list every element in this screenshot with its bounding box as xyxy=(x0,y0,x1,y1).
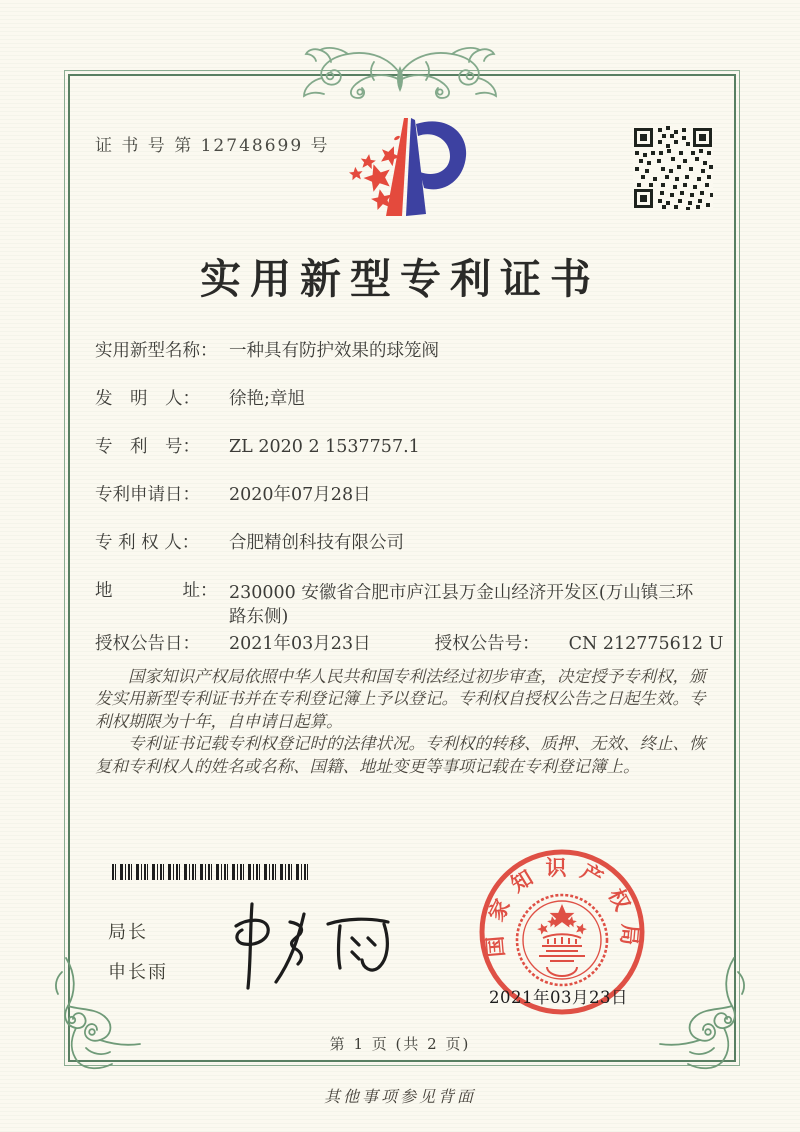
legal-text xyxy=(95,666,709,778)
field-inventors xyxy=(95,389,735,410)
field-value: 一种具有防护效果的球笼阀 xyxy=(229,341,439,361)
certificate-number: 证 书 号 第 12748699 号 xyxy=(95,136,330,156)
signer-role: 局长 xyxy=(108,922,148,943)
field-filing-date xyxy=(95,485,735,506)
field-patent-number xyxy=(95,437,735,458)
cnipa-logo xyxy=(342,112,472,224)
certificate-fields xyxy=(95,341,735,682)
field-address xyxy=(95,581,735,629)
field-grant-number xyxy=(435,634,724,655)
field-patentee xyxy=(95,533,735,554)
legal-paragraph-2: 专利证书记载专利权登记时的法律状况。专利权的转移、质押、无效、终止、恢复和专利权人的姓名或名称、国籍、地址变更等事项记载在专利登记簿上。 xyxy=(95,734,706,776)
field-label: 专 利 号： xyxy=(95,437,200,457)
field-grant-date xyxy=(95,634,371,655)
field-utility-model-name xyxy=(95,341,735,362)
legal-paragraph-1: 国家知识产权局依照中华人民共和国专利法经过初步审查，决定授予专利权，颁发实用新型专利证书并在专利登记簿上予以登记。专利权自授权公告之日起生效。专利权期限为十年，自申请日起算。 xyxy=(95,667,706,731)
handwritten-signature xyxy=(228,896,408,996)
page-number: 第 1 页 (共 2 页) xyxy=(329,1035,471,1053)
logo-p-bowl xyxy=(416,121,466,189)
field-value: 2021年03月23日 xyxy=(229,634,371,654)
signer-block xyxy=(108,918,168,984)
field-value: 合肥精创科技有限公司 xyxy=(229,533,404,553)
seal-agency-text: 国家知识产权局 xyxy=(480,855,644,959)
qr-code xyxy=(633,126,713,210)
qr-finder-top-right xyxy=(693,128,712,147)
field-label: 授权公告号： xyxy=(434,634,540,654)
field-label: 实用新型名称： xyxy=(95,341,218,361)
field-value: 2020年07月28日 xyxy=(229,485,371,505)
qr-finder-top-left xyxy=(634,128,653,147)
seal-national-emblem xyxy=(517,895,607,985)
field-label: 发 明 人： xyxy=(95,389,200,409)
back-side-note: 其他事项参见背面 xyxy=(323,1087,476,1106)
signer-name: 申长雨 xyxy=(108,962,168,983)
field-value: 徐艳;章旭 xyxy=(229,389,305,409)
field-value: 230000 安徽省合肥市庐江县万金山经济开发区(万山镇三环路东侧) xyxy=(229,583,694,627)
field-label: 专 利 权 人： xyxy=(95,533,200,553)
qr-finder-bottom-left xyxy=(634,189,653,208)
seal-date: 2021年03月23日 xyxy=(489,988,628,1007)
field-grant-row xyxy=(95,634,735,655)
field-value: CN 212775612 U xyxy=(568,634,724,654)
field-value: ZL 2020 2 1537757.1 xyxy=(229,437,420,457)
field-label: 授权公告日： xyxy=(95,634,200,654)
logo-red-wedge xyxy=(386,118,408,216)
barcode xyxy=(112,864,309,880)
certificate-title: 实用新型专利证书 xyxy=(200,255,600,303)
field-label: 专利申请日： xyxy=(95,485,200,505)
field-label: 地 址： xyxy=(95,581,218,601)
